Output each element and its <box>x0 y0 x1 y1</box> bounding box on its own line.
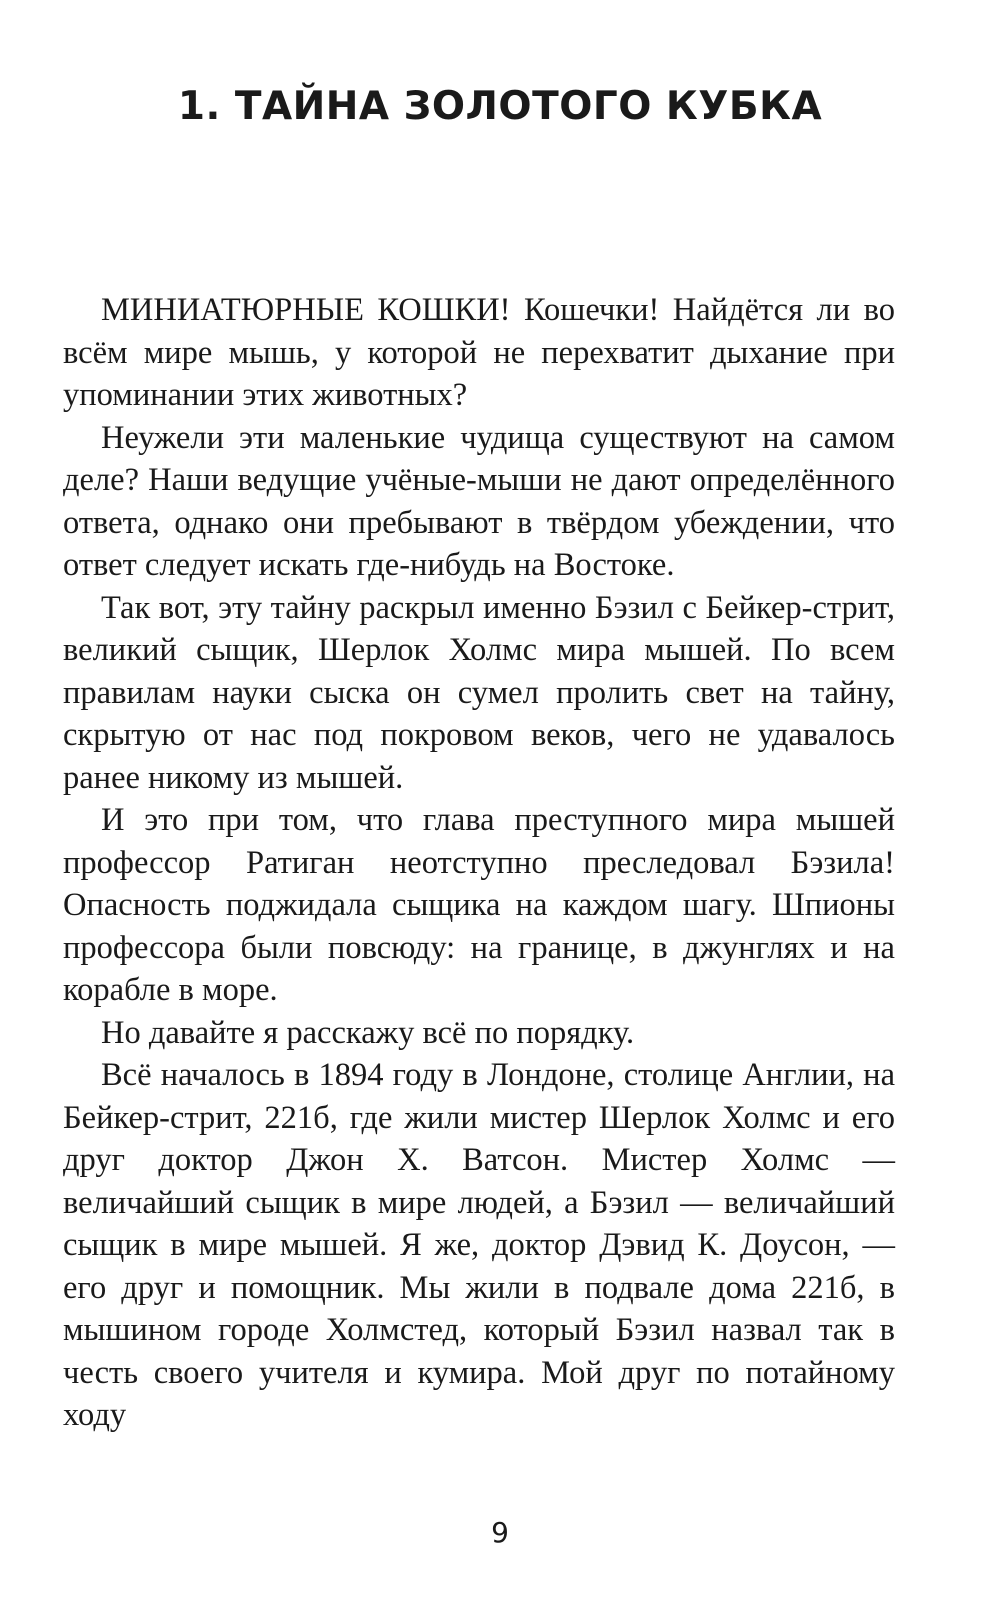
paragraph: Неужели эти маленькие чудища существуют на самом деле? Наши ведущие учёные-мыши не дают определённого ответа, однако они пребывают в твёрдом убеждении, что ответ следует искать где-нибудь на Востоке. <box>63 419 895 583</box>
paragraph: Всё началось в 1894 году в Лондоне, столице Англии, на Бейкер-стрит, 221б, где жили мистер Шерлок Холмс и его друг доктор Джон Х. Ватсон. Мистер Холмс — величайший сыщик в мире людей, а Бэзил — величайший сыщик в мире мышей. Я же, доктор Дэвид К. Доусон, — его друг и помощник. Мы жили в подвале дома 221б, в мышином городе Холмстед, который Бэзил назвал так в честь своего учителя и кумира. Мой друг по потайному ходу <box>63 1057 895 1433</box>
body-text <box>63 289 895 1437</box>
paragraph: Но давайте я расскажу всё по порядку. <box>101 1014 635 1051</box>
paragraph: Так вот, эту тайну раскрыл именно Бэзил с Бейкер-стрит, великий сыщик, Шерлок Холмс мира мышей. По всем правилам науки сыска он сумел пролить свет на тайну, скрытую от нас под покровом веков, чего не удавалось ранее никому из мышей. <box>63 589 895 796</box>
chapter-title: 1. ТАЙНА ЗОЛОТОГО КУБКА <box>177 84 823 129</box>
paragraph: И это при том, что глава преступного мира мышей профессор Ратиган неотступно преследовал Бэзила! Опасность поджидала сыщика на каждом шагу. Шпионы профессора были повсюду: на границе, в джунглях и на корабле в море. <box>63 802 895 1008</box>
paragraph: МИНИАТЮРНЫЕ КОШКИ! Кошечки! Найдётся ли во всём мире мышь, у которой не перехватит дыхание при упоминании этих животных? <box>63 292 895 413</box>
page-number: 9 <box>491 1516 509 1549</box>
